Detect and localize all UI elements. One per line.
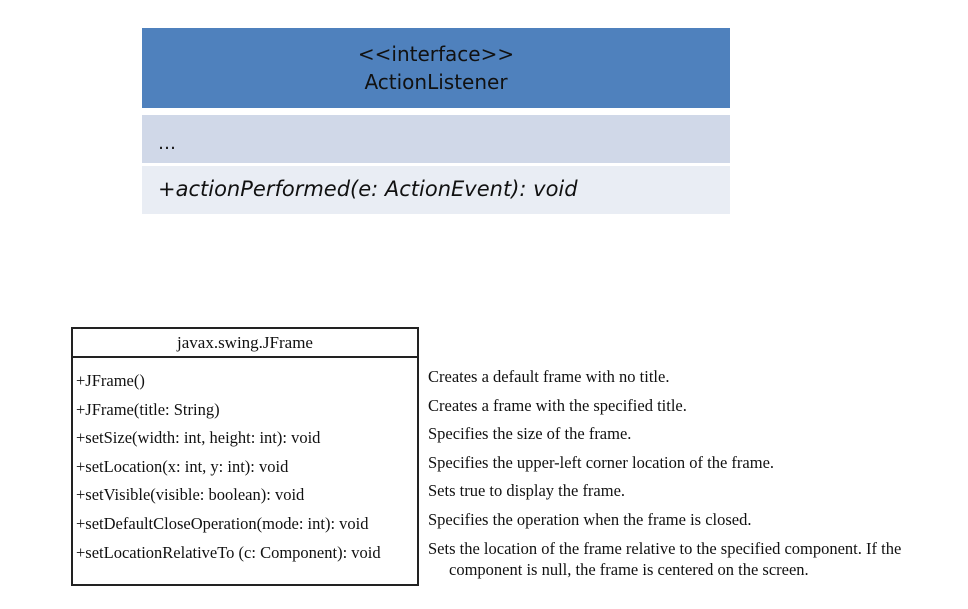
class-method: +setLocationRelativeTo (c: Component): void <box>76 543 381 562</box>
interface-name: ActionListener <box>364 70 508 94</box>
class-method: +setVisible(visible: boolean): void <box>76 485 305 504</box>
method-description: Sets true to display the frame. <box>428 481 626 500</box>
method-descriptions <box>428 363 958 580</box>
class-name: javax.swing.JFrame <box>73 329 417 358</box>
method-description: Specifies the upper-left corner location of the frame. <box>428 452 775 472</box>
class-methods <box>73 358 417 563</box>
method-description: Creates a frame with the specified title. <box>428 395 687 415</box>
method-description: Specifies the operation when the frame is closed. <box>428 509 752 529</box>
class-method: +JFrame(title: String) <box>76 399 220 419</box>
method-description: Specifies the size of the frame. <box>428 424 632 443</box>
interface-header <box>142 28 730 108</box>
method-description: Creates a default frame with no title. <box>428 367 670 386</box>
method-description: Sets the location of the frame relative to the specified component. If the component is null, the frame is centered on the screen. <box>428 539 902 579</box>
actionlistener-interface-box <box>142 28 730 214</box>
class-method: +setDefaultCloseOperation(mode: int): void <box>76 513 369 533</box>
interface-fields: … <box>142 115 730 163</box>
interface-stereotype: <<interface>> <box>357 42 515 66</box>
class-method: +setSize(width: int, height: int): void <box>76 428 321 447</box>
class-method: +setLocation(x: int, y: int): void <box>76 456 289 476</box>
interface-method: +actionPerformed(e: ActionEvent): void <box>142 166 730 214</box>
jframe-class-box <box>71 327 419 586</box>
class-method: +JFrame() <box>76 371 145 390</box>
interface-divider <box>142 108 730 115</box>
